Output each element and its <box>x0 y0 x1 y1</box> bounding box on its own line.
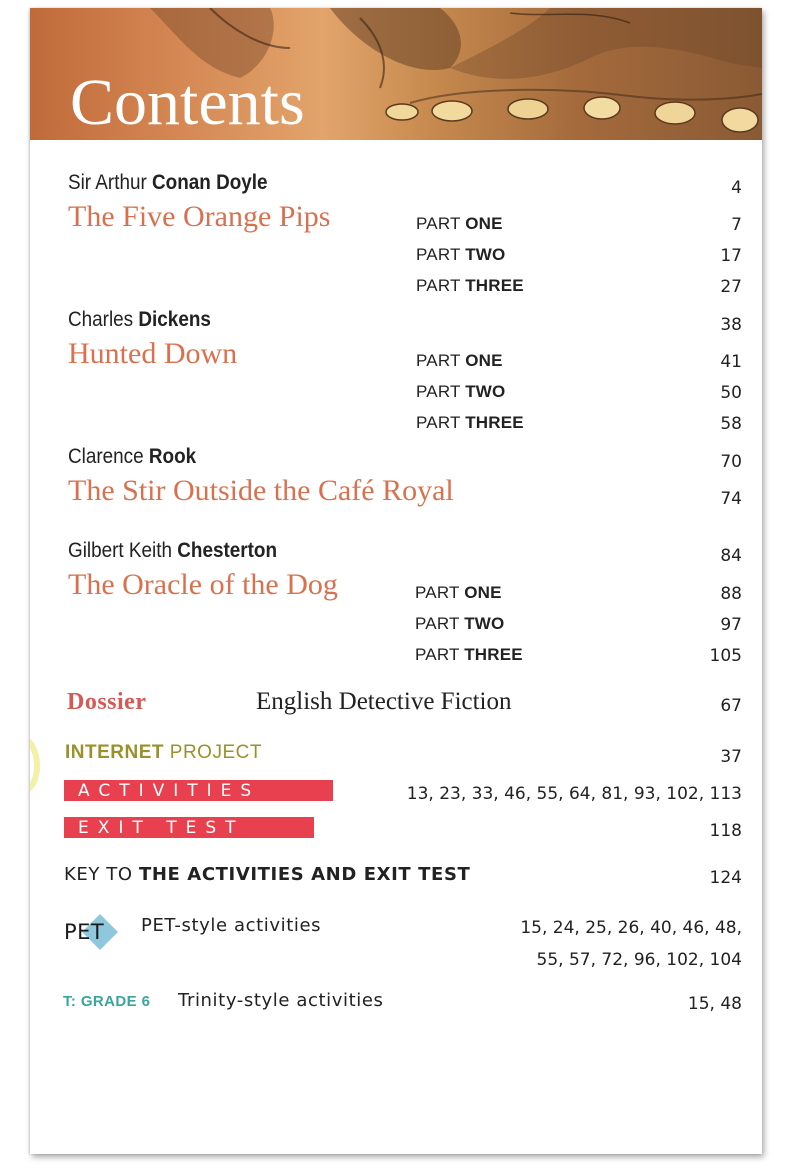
part-label: PART ONE <box>416 351 503 370</box>
page-number: 124 <box>709 868 742 888</box>
page-number: 15, 48 <box>687 994 742 1014</box>
header-banner <box>30 8 762 140</box>
page-number: 97 <box>720 615 742 635</box>
part-label: PART THREE <box>415 645 523 664</box>
part-label: PART ONE <box>415 583 502 602</box>
page-number: 118 <box>709 821 742 841</box>
part-label: PART TWO <box>416 382 506 401</box>
pet-logo-icon <box>60 914 124 950</box>
page-number: 88 <box>720 584 742 604</box>
pet-description: PET-style activities <box>141 915 322 936</box>
author-name: Sir Arthur Conan Doyle <box>68 171 268 194</box>
page-number: 70 <box>720 452 742 472</box>
pet-pages-line2: 55, 57, 72, 96, 102, 104 <box>536 950 742 970</box>
page-number: 27 <box>720 277 742 297</box>
decorative-ring-icon <box>30 733 48 797</box>
page-number: 7 <box>731 215 742 235</box>
page-number: 38 <box>720 315 742 335</box>
page-number: 4 <box>731 178 742 198</box>
activities-badge: ACTIVITIES <box>64 780 333 801</box>
contents-page <box>30 8 762 1154</box>
page-title: Contents <box>70 66 305 139</box>
internet-project-label: INTERNET PROJECT <box>65 742 262 763</box>
page-number: 37 <box>720 747 742 767</box>
page-number: 58 <box>720 414 742 434</box>
dossier-title: English Detective Fiction <box>256 688 512 715</box>
author-name: Gilbert Keith Chesterton <box>68 539 278 562</box>
part-label: PART THREE <box>416 413 524 432</box>
part-label: PART ONE <box>416 214 503 233</box>
author-name: Charles Dickens <box>68 308 211 331</box>
author-name: Clarence Rook <box>68 445 197 468</box>
dossier-label: Dossier <box>67 689 147 715</box>
page-number: 67 <box>720 696 742 716</box>
story-title: Hunted Down <box>68 337 238 370</box>
story-title: The Five Orange Pips <box>68 200 331 233</box>
trinity-description: Trinity-style activities <box>178 990 384 1011</box>
page-number: 50 <box>720 383 742 403</box>
story-title: The Oracle of the Dog <box>68 568 338 601</box>
part-label: PART THREE <box>416 276 524 295</box>
page-number: 105 <box>709 646 742 666</box>
pet-pages-line1: 15, 24, 25, 26, 40, 46, 48, <box>520 918 742 938</box>
key-label: KEY TO THE ACTIVITIES AND EXIT TEST <box>64 864 471 885</box>
page-number: 17 <box>720 246 742 266</box>
part-label: PART TWO <box>415 614 505 633</box>
story-title: The Stir Outside the Café Royal <box>68 474 454 507</box>
page-number: 41 <box>720 352 742 372</box>
activities-pages: 13, 23, 33, 46, 55, 64, 81, 93, 102, 113 <box>406 784 742 804</box>
page-number: 74 <box>720 489 742 509</box>
pet-logo-text: PET <box>64 920 105 944</box>
page-number: 84 <box>720 546 742 566</box>
trinity-grade-label: T: GRADE 6 <box>63 993 151 1010</box>
exit-test-badge: EXIT TEST <box>64 817 314 838</box>
part-label: PART TWO <box>416 245 506 264</box>
